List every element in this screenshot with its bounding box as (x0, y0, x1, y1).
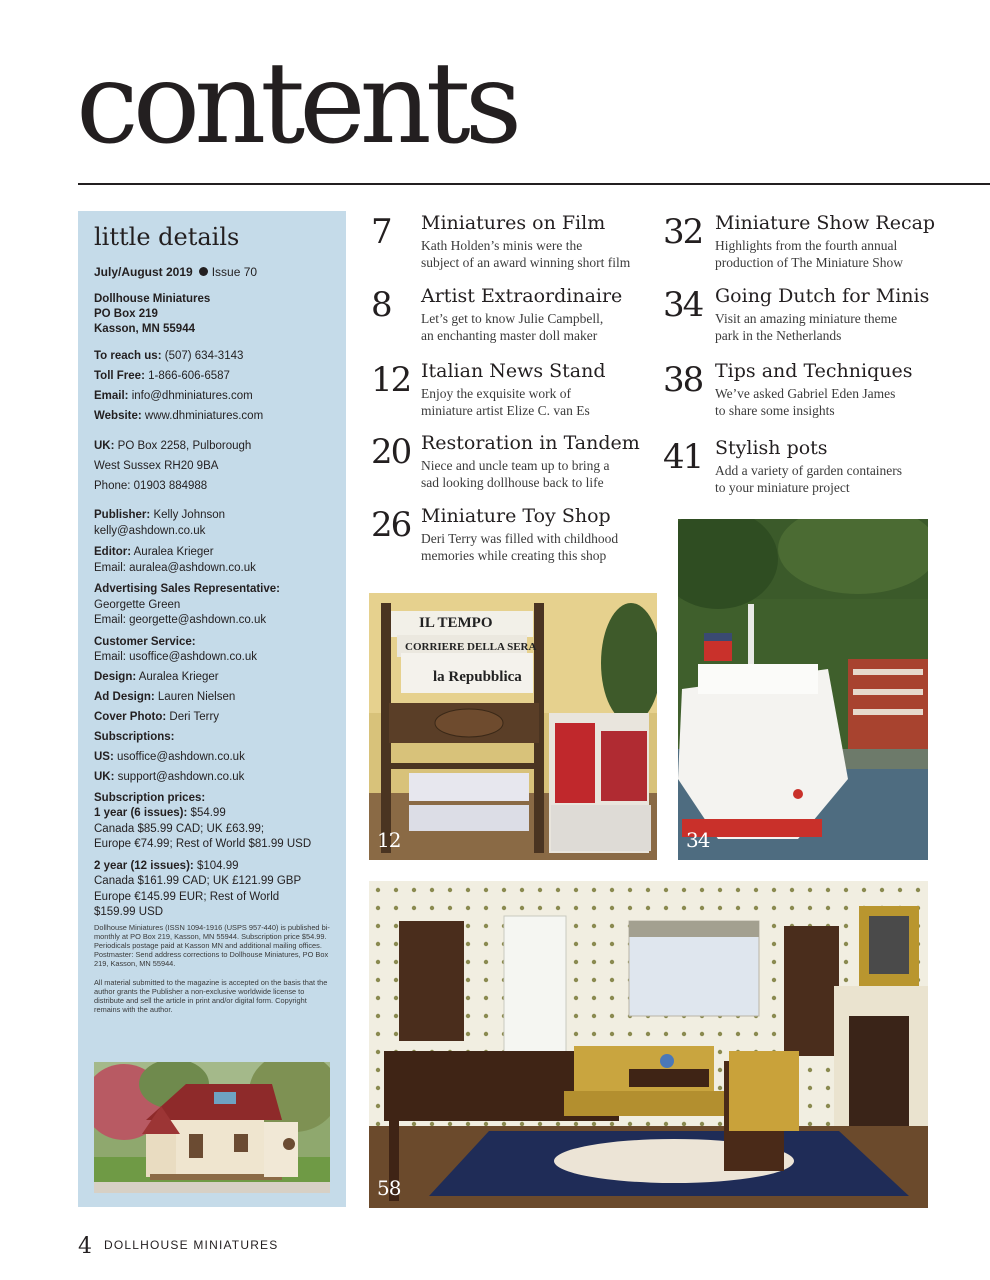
credits-block: Design: Auralea Krieger Ad Design: Lauren Nielsen Cover Photo: Deri Terry Subscriptions: US: usoffice@ashdown.co.uk UK: support@ashdown.co.uk (94, 670, 245, 783)
toc-title: Miniatures on Film (421, 212, 606, 234)
newspaper-masthead: la Repubblica (433, 669, 522, 685)
fine-print-copyright: All material submitted to the magazine is accepted on the basis that the author grants the Publisher a non-exclusive worldwide license to distribute and sell the article in print and/or digital form. Copyright remains with the author. (94, 977, 328, 1014)
footer-magazine-name: DOLLHOUSE MINIATURES (104, 1238, 279, 1252)
toc-page-number: 20 (371, 432, 411, 472)
toc-description: Kath Holden’s minis were the subject of an award winning short film (421, 238, 631, 270)
photo-page-number: 58 (377, 1176, 401, 1200)
toc-title: Restoration in Tandem (421, 432, 640, 454)
bullet-icon (199, 267, 208, 276)
page-title: contents (76, 39, 517, 169)
toc-description: We’ve asked Gabriel Eden James to share some insights (715, 386, 896, 418)
email: Email: info@dhminiatures.com (94, 390, 253, 402)
little-details-sidebar (78, 211, 346, 1207)
toc-description: Highlights from the fourth annual production of The Miniature Show (715, 238, 903, 270)
publisher-email[interactable]: kelly@ashdown.co.uk (94, 524, 206, 537)
toc-page-number: 7 (371, 212, 391, 252)
issue-number: Issue 70 (211, 265, 258, 279)
email-link[interactable]: info@dhminiatures.com (131, 390, 253, 402)
ship-image (678, 519, 928, 860)
staff-block: Publisher: Kelly Johnson kelly@ashdown.co.uk Editor: Auralea Krieger Email: auralea@ashdown.co.uk Advertising Sales Representative: Georgette Green Email: georgette@ashdown.co.uk Customer Service: Email: usoffice@ashdown.co.uk (94, 508, 332, 666)
us-subs-email[interactable]: usoffice@ashdown.co.uk (117, 750, 245, 763)
toll-free: Toll Free: 1-866-606-6587 (94, 370, 230, 382)
cs-email[interactable]: Email: usoffice@ashdown.co.uk (94, 651, 257, 663)
newsstand-image (369, 593, 657, 860)
toc-title: Going Dutch for Minis (715, 285, 930, 307)
title-rule (78, 183, 990, 185)
fine-print-publication: Dollhouse Miniatures (ISSN 1094-1916 (USPS 957-440) is published bi-monthly at PO Box 219, Kasson, MN 55944. Subscription price $54.99. Periodicals postage paid at Kasson MN and additional mailing offices. Postmaster: Send address corrections to Dollhouse Miniatures, PO Box 219, Kasson, MN 55944. (94, 922, 330, 968)
uk-subs-email[interactable]: support@ashdown.co.uk (117, 770, 245, 783)
page-footer (78, 1234, 278, 1259)
toc-page-number: 38 (663, 360, 703, 400)
parlor-image (369, 881, 928, 1208)
toc-page-number: 12 (371, 360, 411, 400)
toc-description: Let’s get to know Julie Campbell, an enchanting master doll maker (421, 311, 604, 343)
newspaper-masthead: CORRIERE DELLA SERA (405, 641, 537, 653)
toc-description: Enjoy the exquisite work of miniature artist Elize C. van Es (421, 386, 590, 418)
reach-us: To reach us: (507) 634-3143 (94, 350, 244, 362)
toc-description: Add a variety of garden containers to your miniature project (715, 463, 903, 495)
footer-page-number: 4 (78, 1234, 92, 1259)
dollhouse-cottage-photo (94, 1062, 330, 1193)
toc-title: Stylish pots (715, 437, 828, 459)
toc-page-number: 8 (371, 285, 391, 325)
prices-block: Subscription prices: 1 year (6 issues): $54.99 Canada $85.99 CAD; UK £63.99; Europe €74.99; Rest of World $81.99 USD 2 year (12 issues): $104.99 Canada $161.99 CAD; UK £121.99 GBP Europe €145.99 EUR; Rest of World $159.99 USD (94, 791, 312, 918)
ads-email[interactable]: Email: georgette@ashdown.co.uk (94, 614, 267, 626)
toc-description: Deri Terry was filled with childhood memories while creating this shop (421, 531, 619, 563)
toc-description: Visit an amazing miniature theme park in the Netherlands (715, 311, 898, 343)
toc-description: Niece and uncle team up to bring a sad looking dollhouse back to life (421, 458, 610, 490)
website-link[interactable]: www.dhminiatures.com (144, 410, 264, 422)
toc-page-number: 41 (663, 437, 703, 477)
toc-title: Italian News Stand (421, 360, 606, 382)
issue-date: July/August 2019 (94, 265, 193, 279)
sidebar-title: little details (94, 223, 240, 251)
toc-title: Miniature Toy Shop (421, 505, 611, 527)
photo-page-number: 12 (377, 828, 401, 852)
toc-page-number: 26 (371, 505, 411, 545)
uk-contact-block: UK: PO Box 2258, Pulborough West Sussex RH20 9BA Phone: 01903 884988 (94, 440, 252, 492)
miniature-parlor-photo[interactable] (369, 881, 928, 1208)
editor-email[interactable]: Email: auralea@ashdown.co.uk (94, 561, 256, 574)
newspaper-masthead: IL TEMPO (419, 615, 493, 631)
mailing-address: Dollhouse Miniatures PO Box 219 Kasson, MN 55944 (94, 293, 211, 335)
toc-title: Artist Extraordinaire (421, 285, 623, 307)
website: Website: www.dhminiatures.com (94, 410, 264, 422)
issue-line (94, 265, 332, 279)
contact-block (94, 346, 332, 426)
toc-page-number: 34 (663, 285, 703, 325)
miniature-ship-photo[interactable] (678, 519, 928, 860)
toc-title: Tips and Techniques (715, 360, 913, 382)
newsstand-photo[interactable] (369, 593, 657, 860)
toc-page-number: 32 (663, 212, 703, 252)
toc-title: Miniature Show Recap (715, 212, 936, 234)
photo-page-number: 34 (686, 828, 710, 852)
